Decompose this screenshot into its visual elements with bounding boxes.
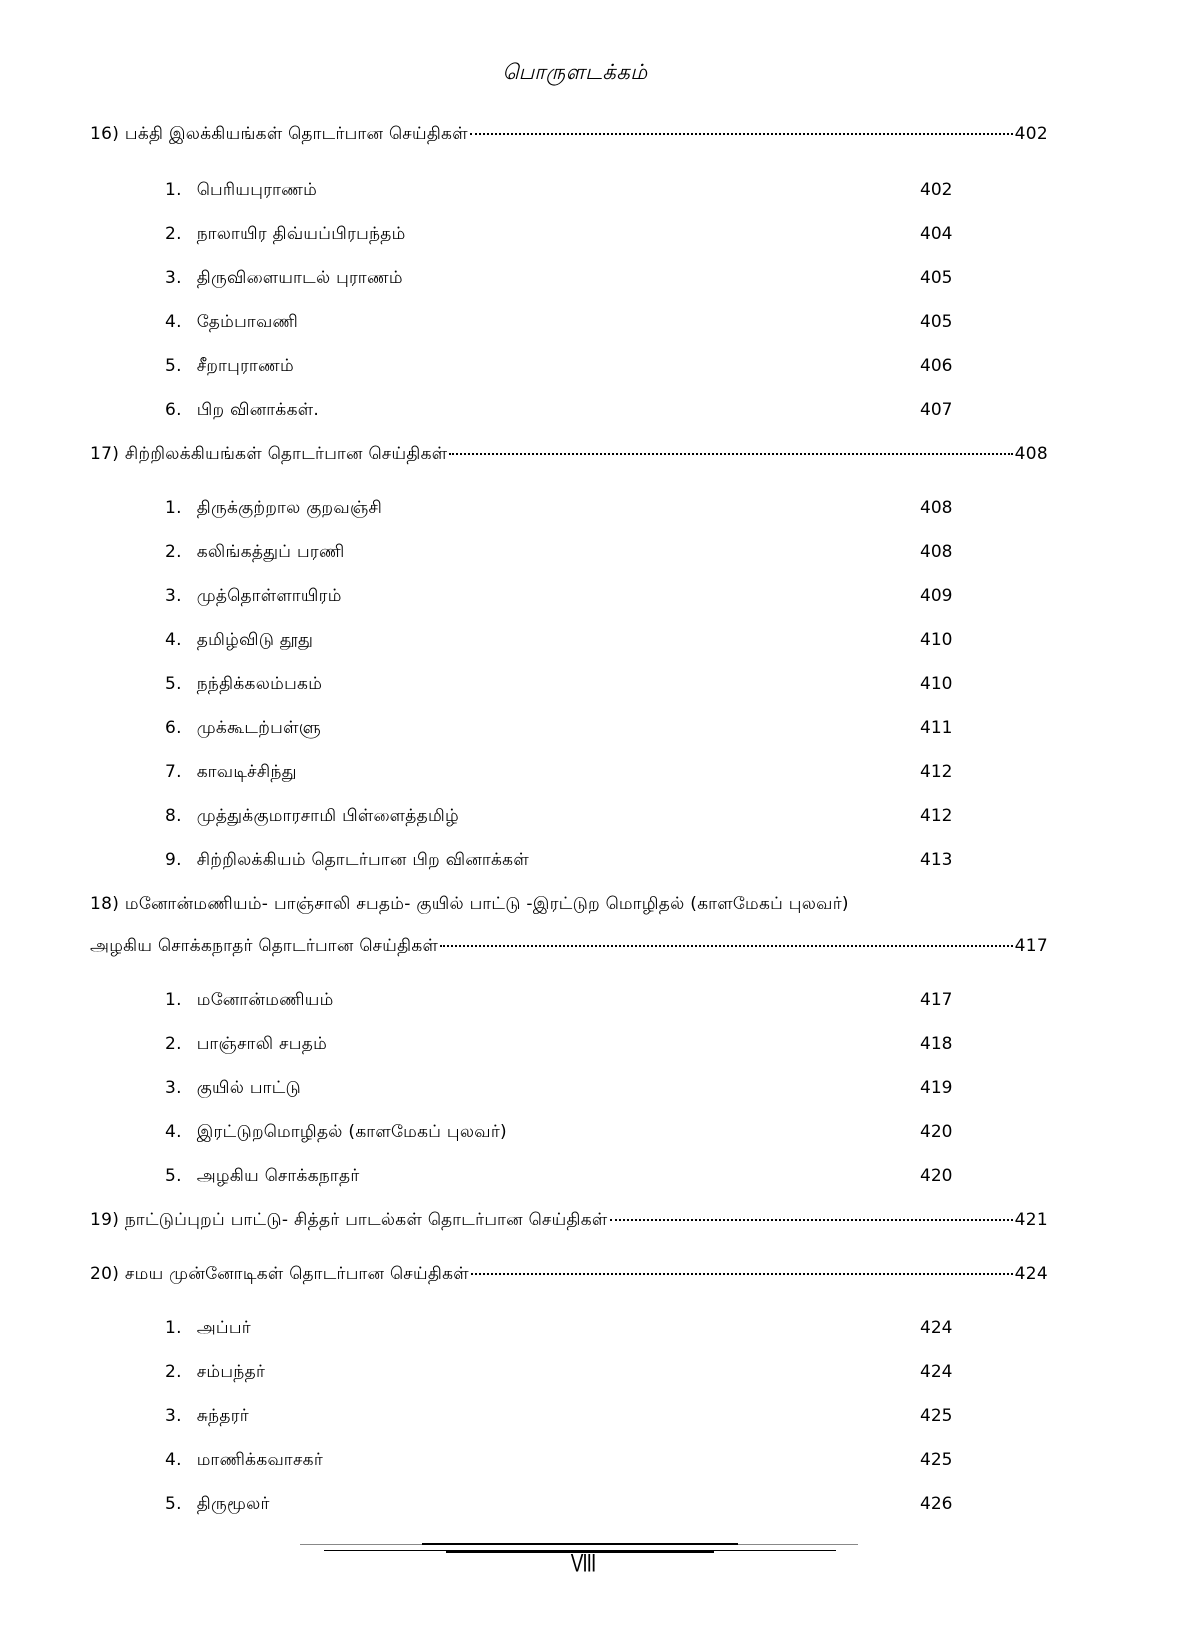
toc-item[interactable]: 1. பெரியபுராணம்: [165, 180, 318, 200]
item-page: 406: [920, 356, 953, 376]
toc-item[interactable]: 5. சீறாபுராணம்: [165, 356, 295, 376]
toc-item[interactable]: 5. திருமூலர்: [165, 1494, 270, 1514]
toc-item[interactable]: 8. முத்துக்குமாரசாமி பிள்ளைத்தமிழ்: [165, 806, 460, 826]
section-heading: 16) பக்தி இலக்கியங்கள் தொடர்பான செய்திகள்: [90, 124, 468, 144]
page-title: பொருளடக்கம்: [502, 60, 648, 84]
toc-item[interactable]: 7. காவடிச்சிந்து: [165, 762, 297, 782]
dot-leader: [440, 945, 1012, 947]
item-page: 410: [920, 630, 953, 650]
toc-item[interactable]: 3. சுந்தரர்: [165, 1406, 249, 1426]
dot-leader: [449, 453, 1012, 455]
toc-item[interactable]: 1. திருக்குற்றால குறவஞ்சி: [165, 498, 383, 518]
item-page: 408: [920, 542, 953, 562]
item-page: 409: [920, 586, 953, 606]
item-page: 405: [920, 312, 953, 332]
item-page: 404: [920, 224, 953, 244]
toc-item[interactable]: 3. முத்தொள்ளாயிரம்: [165, 586, 342, 606]
item-page: 419: [920, 1078, 953, 1098]
item-page: 411: [920, 718, 953, 738]
item-page: 402: [920, 180, 953, 200]
dot-leader: [610, 1219, 1013, 1221]
item-page: 425: [920, 1406, 953, 1426]
section-heading-line1[interactable]: 18) மனோன்மணியம்- பாஞ்சாலி சபதம்- குயில் பாட்டு -இரட்டுற மொழிதல் (காளமேகப் புலவர்): [90, 894, 849, 914]
item-page: 426: [920, 1494, 953, 1514]
section-heading: 20) சமய முன்னோடிகள் தொடர்பான செய்திகள்: [90, 1264, 469, 1284]
section-heading: அழகிய சொக்கநாதர் தொடர்பான செய்திகள்: [90, 936, 439, 956]
toc-item[interactable]: 5. அழகிய சொக்கநாதர்: [165, 1166, 360, 1186]
item-page: 425: [920, 1450, 953, 1470]
section-page: 402: [1014, 124, 1048, 144]
item-page: 412: [920, 806, 953, 826]
toc-item[interactable]: 2. கலிங்கத்துப் பரணி: [165, 542, 345, 562]
toc-item[interactable]: 3. திருவிளையாடல் புராணம்: [165, 268, 403, 288]
toc-item[interactable]: 6. பிற வினாக்கள்.: [165, 400, 320, 420]
item-page: 413: [920, 850, 953, 870]
toc-item[interactable]: 4. தேம்பாவணி: [165, 312, 299, 332]
toc-item[interactable]: 2. சம்பந்தர்: [165, 1362, 266, 1382]
section-page: 421: [1014, 1210, 1048, 1230]
toc-section-19[interactable]: [90, 1210, 1048, 1232]
item-page: 420: [920, 1166, 953, 1186]
section-heading: 17) சிற்றிலக்கியங்கள் தொடர்பான செய்திகள்: [90, 444, 448, 464]
toc-item[interactable]: 4. தமிழ்விடு தூது: [165, 630, 314, 650]
toc-item[interactable]: 2. பாஞ்சாலி சபதம்: [165, 1034, 328, 1054]
item-page: 424: [920, 1362, 953, 1382]
toc-item[interactable]: 1. மனோன்மணியம்: [165, 990, 334, 1010]
section-page: 424: [1014, 1264, 1048, 1284]
toc-item[interactable]: 5. நந்திக்கலம்பகம்: [165, 674, 323, 694]
toc-item[interactable]: 6. முக்கூடற்பள்ளு: [165, 718, 321, 738]
toc-section-17[interactable]: [90, 444, 1048, 466]
dot-leader: [470, 133, 1013, 135]
item-page: 424: [920, 1318, 953, 1338]
item-page: 417: [920, 990, 953, 1010]
toc-item[interactable]: 9. சிற்றிலக்கியம் தொடர்பான பிற வினாக்கள்: [165, 850, 530, 870]
section-page: 408: [1014, 444, 1048, 464]
toc-section-18[interactable]: [90, 936, 1048, 958]
section-page: 417: [1014, 936, 1048, 956]
footer-rule: [422, 1543, 738, 1545]
toc-section-20[interactable]: [90, 1264, 1048, 1286]
item-page: 407: [920, 400, 953, 420]
item-page: 408: [920, 498, 953, 518]
dot-leader: [471, 1273, 1013, 1275]
section-heading: 19) நாட்டுப்புறப் பாட்டு- சித்தர் பாடல்கள் தொடர்பான செய்திகள்: [90, 1210, 608, 1230]
toc-item[interactable]: 4. மாணிக்கவாசகர்: [165, 1450, 324, 1470]
item-page: 418: [920, 1034, 953, 1054]
page-number: VIII: [570, 1550, 596, 1578]
toc-item[interactable]: 2. நாலாயிர திவ்யப்பிரபந்தம்: [165, 224, 406, 244]
toc-item[interactable]: 1. அப்பர்: [165, 1318, 251, 1338]
item-page: 405: [920, 268, 953, 288]
item-page: 420: [920, 1122, 953, 1142]
item-page: 412: [920, 762, 953, 782]
toc-item[interactable]: 3. குயில் பாட்டு: [165, 1078, 302, 1098]
toc-item[interactable]: 4. இரட்டுறமொழிதல் (காளமேகப் புலவர்): [165, 1122, 507, 1142]
toc-section-16[interactable]: [90, 124, 1048, 146]
item-page: 410: [920, 674, 953, 694]
